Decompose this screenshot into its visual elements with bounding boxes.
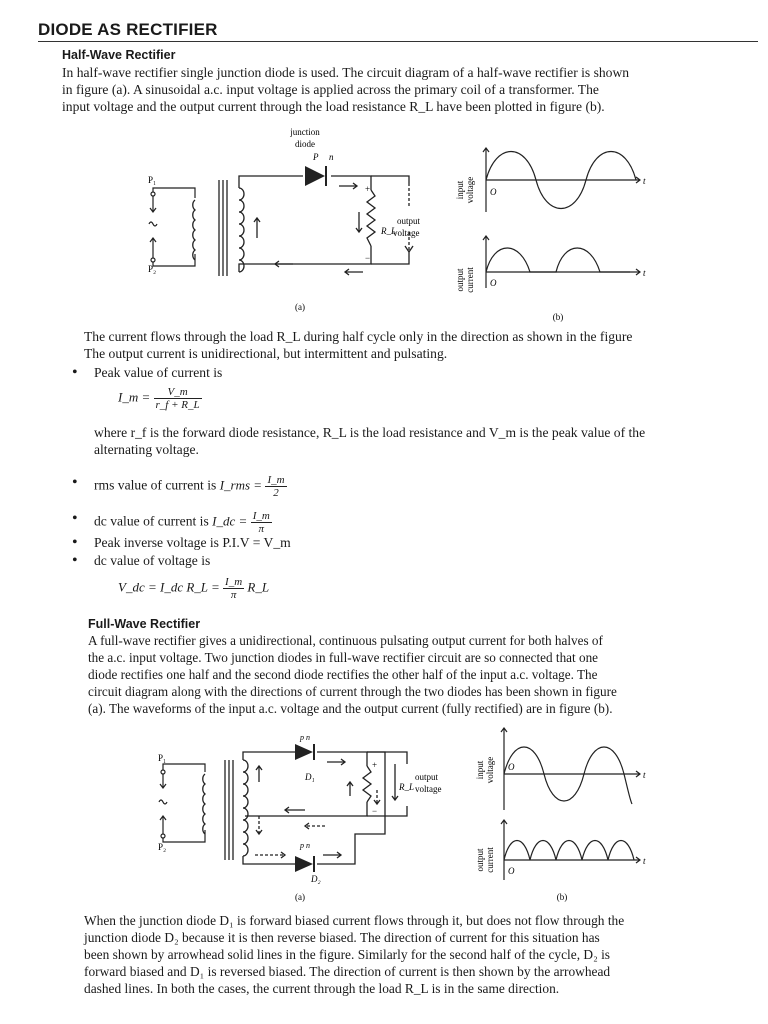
fw-p1-label: P₁ bbox=[158, 753, 167, 763]
fw-output-axis-label: output bbox=[475, 848, 485, 872]
fw-plus-sign: + bbox=[372, 760, 378, 770]
conclusion-line-1: When the junction diode D₁ is forward biased current flows through it, but does not flow through the bbox=[84, 913, 625, 928]
full-wave-intro bbox=[88, 632, 763, 717]
fw-t-top: t bbox=[643, 770, 646, 780]
explanation-line-1: The current flows through the load R_L during half cycle only in the direction as shown in the figure bbox=[84, 329, 633, 344]
conclusion-line-2: junction diode D₂ because it is then reverse biased. The direction of current for this situation has bbox=[84, 930, 600, 945]
fw-output-current bbox=[504, 841, 634, 861]
origin-label-bottom: O bbox=[490, 278, 497, 288]
diode-p-label: P bbox=[313, 152, 319, 162]
im-lhs: I_m = bbox=[118, 389, 151, 405]
voltage-label: voltage bbox=[393, 228, 420, 238]
fw-input-label: input bbox=[475, 760, 485, 780]
rms-denominator: 2 bbox=[273, 487, 279, 499]
vdc-rhs: R_L bbox=[247, 579, 270, 595]
output-axis-label: output bbox=[455, 268, 465, 292]
im-numerator: V_m bbox=[154, 386, 202, 399]
fw-rl-label: R_L bbox=[399, 782, 415, 792]
plus-sign: + bbox=[365, 184, 371, 194]
fw-minus-sign: − bbox=[372, 806, 378, 816]
fw-secondary-loops bbox=[243, 752, 407, 864]
d1-label: D₁ bbox=[305, 772, 315, 782]
half-wave-circuit-diagram bbox=[135, 126, 465, 316]
diode-d2-symbol bbox=[295, 856, 313, 872]
peak-current-formula bbox=[118, 386, 202, 411]
full-wave-line-4: circuit diagram along with the directions of current through the two diodes has been shown in figure bbox=[88, 684, 617, 699]
dc-lhs: I_dc = bbox=[212, 513, 248, 529]
rms-current-bullet bbox=[94, 474, 287, 499]
half-wave-explanation bbox=[84, 328, 764, 362]
im-fraction bbox=[154, 386, 202, 411]
half-wave-intro-line-2: in figure (a). A sinusoidal a.c. input voltage is applied across the primary coil of a transformer. The bbox=[62, 82, 599, 97]
figure-a-caption: (a) bbox=[295, 302, 305, 312]
rms-bullet-text: rms value of current is bbox=[94, 477, 217, 493]
fw-origin-top: O bbox=[508, 762, 515, 772]
piv-bullet: • Peak inverse voltage is P.I.V = V_m bbox=[94, 534, 291, 551]
explanation-line-2: The output current is unidirectional, but intermittent and pulsating. bbox=[84, 346, 448, 361]
dc-voltage-bullet: • dc value of voltage is bbox=[94, 552, 210, 569]
load-resistor bbox=[367, 190, 375, 246]
vdc-lhs: V_dc = I_dc R_L = bbox=[118, 579, 220, 595]
full-wave-line-2: the a.c. input voltage. Two junction diodes in full-wave rectifier circuit are so connected that one bbox=[88, 650, 599, 665]
half-wave-intro-line-3: input voltage and the output current through the load resistance R_L have been plotted in figure (b). bbox=[62, 99, 605, 114]
half-wave-output-current bbox=[486, 248, 630, 272]
half-wave-intro-line-1: In half-wave rectifier single junction diode is used. The circuit diagram of a half-wave rectifier is shown bbox=[62, 65, 630, 80]
half-wave-waveforms bbox=[450, 140, 660, 330]
fw-figure-a-caption: (a) bbox=[295, 892, 305, 902]
peak-current-bullet: • Peak value of current is bbox=[94, 364, 222, 381]
full-wave-line-3: diode rectifies one half and the second diode rectifies the other half of the input a.c. voltage. The bbox=[88, 667, 598, 682]
where-text bbox=[94, 424, 764, 458]
dc-fraction bbox=[251, 510, 272, 535]
vdc-numerator: I_m bbox=[225, 576, 243, 588]
rms-numerator: I_m bbox=[267, 474, 285, 486]
fw-current-axis-label: current bbox=[485, 847, 495, 873]
diode-n-label: n bbox=[329, 152, 334, 162]
full-wave-line-1: A full-wave rectifier gives a unidirectional, continuous pulsating output current for both halves of bbox=[88, 633, 603, 648]
im-denominator: r_f + R_L bbox=[155, 399, 200, 411]
figure-b-caption: (b) bbox=[552, 312, 564, 322]
dc-current-bullet bbox=[94, 510, 272, 535]
full-wave-line-5: (a). The waveforms of the input a.c. voltage and the output current (fully rectified) are in figure (b). bbox=[88, 701, 613, 716]
dc-denominator: π bbox=[258, 523, 264, 535]
minus-sign: − bbox=[365, 253, 371, 263]
fw-output-label: output bbox=[415, 772, 439, 782]
vdc-denominator: π bbox=[230, 589, 237, 601]
ac-source bbox=[149, 188, 195, 266]
dc-numerator: I_m bbox=[252, 510, 270, 522]
title-rule bbox=[38, 41, 758, 42]
p1-label: P₁ bbox=[148, 175, 157, 185]
diode-d1-symbol bbox=[295, 744, 313, 760]
vdc-fraction bbox=[223, 576, 244, 601]
fw-pn-bottom: p n bbox=[300, 841, 310, 850]
d2-label: D₂ bbox=[311, 874, 321, 884]
half-wave-heading: Half-Wave Rectifier bbox=[62, 48, 176, 62]
output-label: output bbox=[397, 216, 421, 226]
conclusion-line-3: been shown by arrowhead solid lines in the figure. Similarly for the second half of the cycle, D₂ is bbox=[84, 947, 611, 962]
fw-ac-source bbox=[159, 764, 205, 842]
full-wave-waveforms bbox=[470, 720, 690, 905]
fw-t-bottom: t bbox=[643, 856, 646, 866]
t-label-top: t bbox=[643, 176, 646, 186]
fw-voltage-label: voltage bbox=[415, 784, 442, 794]
origin-label-top: O bbox=[490, 187, 497, 197]
fw-transformer bbox=[203, 760, 262, 860]
full-wave-circuit-diagram bbox=[145, 730, 465, 905]
voltage-axis-label: voltage bbox=[465, 176, 475, 204]
diode-label: diode bbox=[295, 139, 315, 149]
fw-load-resistor bbox=[363, 766, 371, 802]
conclusion-line-5: dashed lines. In both the cases, the current through the load R_L is in the same direction. bbox=[84, 981, 560, 996]
fw-input-sine-wave bbox=[504, 747, 632, 804]
transformer bbox=[193, 180, 260, 276]
fw-origin-bottom: O bbox=[508, 866, 515, 876]
full-wave-heading: Full-Wave Rectifier bbox=[88, 617, 201, 631]
current-axis-label: current bbox=[465, 267, 475, 293]
p2-label: P₂ bbox=[148, 264, 157, 274]
fw-pn-top: p n bbox=[300, 733, 310, 742]
where-line-1: where r_f is the forward diode resistance, R_L is the load resistance and V_m is the peak value of the bbox=[94, 425, 646, 440]
half-wave-intro bbox=[62, 64, 762, 115]
page-title: DIODE AS RECTIFIER bbox=[38, 20, 218, 39]
rms-lhs: I_rms = bbox=[219, 477, 263, 493]
rms-fraction bbox=[265, 474, 286, 499]
dc-bullet-text: dc value of current is bbox=[94, 513, 209, 529]
rl-label: R_L bbox=[381, 226, 397, 236]
where-line-2: alternating voltage. bbox=[94, 442, 199, 457]
t-label-bottom: t bbox=[643, 268, 646, 278]
fw-voltage-axis-label: voltage bbox=[485, 756, 495, 784]
full-wave-conclusion bbox=[84, 912, 764, 997]
diode-symbol bbox=[305, 166, 325, 186]
fw-figure-b-caption: (b) bbox=[556, 892, 568, 902]
input-label: input bbox=[455, 180, 465, 200]
conclusion-line-4: forward biased and D₁ is reversed biased. The direction of current is then shown by the arrowhead bbox=[84, 964, 611, 979]
fw-p2-label: P₂ bbox=[158, 842, 167, 852]
junction-label: junction bbox=[290, 127, 320, 137]
dc-voltage-formula bbox=[118, 576, 269, 601]
